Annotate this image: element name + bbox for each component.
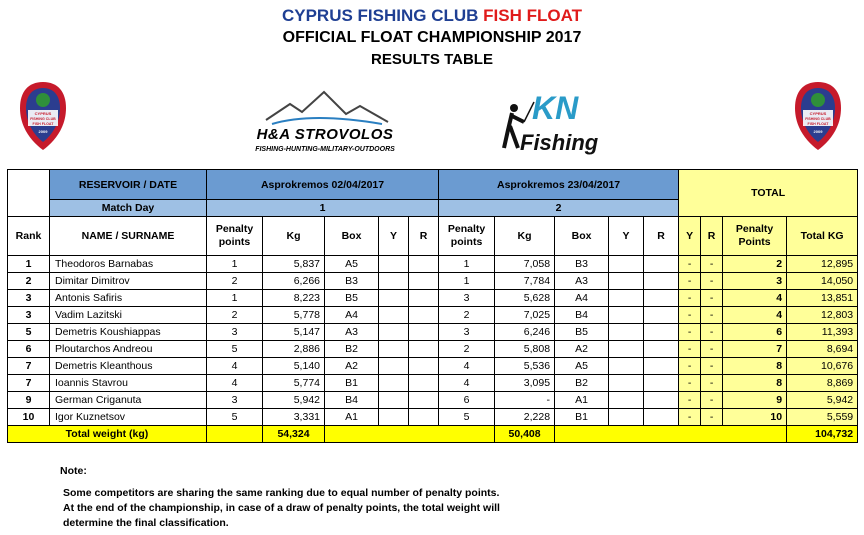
total-weight-row: [8, 426, 858, 443]
col-r-1: R: [409, 217, 439, 256]
header-row-reservoir: [8, 170, 858, 200]
penalty-2-cell: 5: [439, 409, 495, 426]
y-total-cell: -: [679, 341, 701, 358]
total-kg-cell: 13,851: [787, 290, 858, 307]
club-emblem-left: [18, 80, 68, 152]
kg-1-cell: 5,778: [263, 307, 325, 324]
total-penalty-cell: 9: [723, 392, 787, 409]
y-total-cell: -: [679, 256, 701, 273]
penalty-2-cell: 4: [439, 375, 495, 392]
box-1-cell: B3: [325, 273, 379, 290]
emblem-line1: CYPRUS: [34, 111, 52, 116]
rank-cell: 3: [8, 307, 50, 324]
penalty-1-cell: 5: [207, 341, 263, 358]
penalty-2-cell: 4: [439, 358, 495, 375]
box-1-cell: B5: [325, 290, 379, 307]
rank-cell: 1: [8, 256, 50, 273]
table-row: [8, 290, 858, 307]
r-total-cell: -: [701, 358, 723, 375]
kg-1-cell: 5,147: [263, 324, 325, 341]
y-2-cell: [609, 324, 644, 341]
box-2-cell: B3: [555, 256, 609, 273]
r-total-cell: -: [701, 290, 723, 307]
box-2-cell: A1: [555, 392, 609, 409]
club-title: [0, 6, 864, 26]
kg-2-cell: 5,808: [495, 341, 555, 358]
kg-2-cell: 2,228: [495, 409, 555, 426]
rank-cell: 7: [8, 358, 50, 375]
table-row: [8, 392, 858, 409]
r-1-cell: [409, 341, 439, 358]
note-title: Note:: [60, 465, 87, 477]
penalty-2-cell: 2: [439, 307, 495, 324]
y-2-cell: [609, 290, 644, 307]
r-total-cell: -: [701, 256, 723, 273]
name-cell: Ioannis Stavrou: [50, 375, 207, 392]
y-1-cell: [379, 392, 409, 409]
box-1-cell: A1: [325, 409, 379, 426]
emblem-line2: FISHING CLUB: [805, 117, 831, 121]
table-row: [8, 256, 858, 273]
total-penalty-cell: 4: [723, 290, 787, 307]
name-cell: Vadim Lazitski: [50, 307, 207, 324]
y-total-cell: -: [679, 409, 701, 426]
total-penalty-cell: 6: [723, 324, 787, 341]
rank-cell: 3: [8, 290, 50, 307]
y-2-cell: [609, 307, 644, 324]
reservoir-label: RESERVOIR / DATE: [50, 170, 207, 200]
results-table: [7, 169, 858, 443]
kg-1-cell: 5,837: [263, 256, 325, 273]
y-1-cell: [379, 307, 409, 324]
total-kg-cell: 11,393: [787, 324, 858, 341]
table-row: [8, 409, 858, 426]
match2-day: 2: [439, 200, 679, 217]
penalty-1-cell: 5: [207, 409, 263, 426]
total-kg-cell: 5,559: [787, 409, 858, 426]
name-cell: Dimitar Dimitrov: [50, 273, 207, 290]
box-1-cell: B4: [325, 392, 379, 409]
kg-2-cell: 5,628: [495, 290, 555, 307]
total-penalty-cell: 3: [723, 273, 787, 290]
total-penalty-cell: 7: [723, 341, 787, 358]
emblem-line3: FISH FLOAT: [32, 122, 54, 126]
box-1-cell: A5: [325, 256, 379, 273]
kg-2-cell: 3,095: [495, 375, 555, 392]
emblem-year: 2009: [813, 129, 823, 134]
strovolos-logo: [240, 86, 410, 158]
kg-2-cell: 7,025: [495, 307, 555, 324]
y-2-cell: [609, 273, 644, 290]
kg-2-cell: 5,536: [495, 358, 555, 375]
kg-1-cell: 5,140: [263, 358, 325, 375]
box-2-cell: B1: [555, 409, 609, 426]
col-r-total: R: [701, 217, 723, 256]
table-row: [8, 273, 858, 290]
col-y-total: Y: [679, 217, 701, 256]
table-row: [8, 358, 858, 375]
y-2-cell: [609, 409, 644, 426]
championship-title: OFFICIAL FLOAT CHAMPIONSHIP 2017: [282, 29, 582, 46]
rank-cell: 2: [8, 273, 50, 290]
y-total-cell: -: [679, 392, 701, 409]
col-penalty-1: Penalty points: [207, 217, 263, 256]
penalty-2-cell: 2: [439, 341, 495, 358]
col-total-penalty: Penalty Points: [723, 217, 787, 256]
name-cell: Igor Kuznetsov: [50, 409, 207, 426]
y-total-cell: -: [679, 307, 701, 324]
strovolos-name: H&A STROVOLOS: [256, 126, 394, 143]
box-1-cell: B1: [325, 375, 379, 392]
name-cell: Demetris Kleanthous: [50, 358, 207, 375]
box-2-cell: A5: [555, 358, 609, 375]
r-total-cell: -: [701, 273, 723, 290]
total-weight-label: Total weight (kg): [8, 426, 207, 443]
box-1-cell: A3: [325, 324, 379, 341]
box-1-cell: A4: [325, 307, 379, 324]
r-total-cell: -: [701, 341, 723, 358]
rank-cell: 5: [8, 324, 50, 341]
kn-fishing-text: Fishing: [520, 130, 599, 155]
name-cell: Demetris Koushiappas: [50, 324, 207, 341]
box-1-cell: B2: [325, 341, 379, 358]
note-line-1: Some competitors are sharing the same ranking due to equal number of penalty points.: [63, 487, 500, 499]
y-2-cell: [609, 341, 644, 358]
r-1-cell: [409, 375, 439, 392]
total-kg-cell: 12,803: [787, 307, 858, 324]
penalty-1-cell: 4: [207, 358, 263, 375]
kg-1-cell: 8,223: [263, 290, 325, 307]
total-label: TOTAL: [679, 170, 858, 217]
penalty-1-cell: 2: [207, 273, 263, 290]
rank-cell: 7: [8, 375, 50, 392]
kg-2-cell: 6,246: [495, 324, 555, 341]
penalty-2-cell: 3: [439, 290, 495, 307]
kg-1-cell: 5,774: [263, 375, 325, 392]
total-penalty-cell: 8: [723, 358, 787, 375]
mountain-icon: [262, 86, 392, 126]
emblem-line1: CYPRUS: [809, 111, 827, 116]
strovolos-tagline: FISHING-HUNTING-MILITARY-OUTDOORS: [255, 146, 395, 153]
y-total-cell: -: [679, 375, 701, 392]
box-1-cell: A2: [325, 358, 379, 375]
y-1-cell: [379, 256, 409, 273]
club-name: CYPRUS FISHING CLUB: [281, 6, 479, 25]
note-line-2: At the end of the championship, in case of a draw of penalty points, the total weight will: [63, 502, 500, 514]
kg-2-cell: -: [495, 392, 555, 409]
r-total-cell: -: [701, 392, 723, 409]
grand-total-kg: 104,732: [787, 426, 858, 443]
r-2-cell: [644, 392, 679, 409]
notes-body: [63, 486, 500, 531]
r-2-cell: [644, 409, 679, 426]
rank-cell: 9: [8, 392, 50, 409]
penalty-2-cell: 1: [439, 256, 495, 273]
r-1-cell: [409, 324, 439, 341]
r-1-cell: [409, 290, 439, 307]
fish-float-name: FISH FLOAT: [483, 6, 583, 25]
r-total-cell: -: [701, 375, 723, 392]
name-cell: Theodoros Barnabas: [50, 256, 207, 273]
kg-1-cell: 5,942: [263, 392, 325, 409]
penalty-2-cell: 6: [439, 392, 495, 409]
total-kg-cell: 8,694: [787, 341, 858, 358]
box-2-cell: B2: [555, 375, 609, 392]
y-1-cell: [379, 358, 409, 375]
total-penalty-cell: 8: [723, 375, 787, 392]
r-1-cell: [409, 392, 439, 409]
box-2-cell: B4: [555, 307, 609, 324]
kg-2-cell: 7,784: [495, 273, 555, 290]
r-2-cell: [644, 273, 679, 290]
total-penalty-cell: 10: [723, 409, 787, 426]
kg-2-cell: 7,058: [495, 256, 555, 273]
col-y-1: Y: [379, 217, 409, 256]
kn-fishing-logo: [500, 90, 600, 160]
r-1-cell: [409, 273, 439, 290]
emblem-year: 2009: [38, 129, 48, 134]
total-kg-cell: 10,676: [787, 358, 858, 375]
y-1-cell: [379, 341, 409, 358]
y-1-cell: [379, 375, 409, 392]
y-total-cell: -: [679, 273, 701, 290]
r-1-cell: [409, 409, 439, 426]
name-cell: German Criganuta: [50, 392, 207, 409]
penalty-1-cell: 4: [207, 375, 263, 392]
penalty-2-cell: 3: [439, 324, 495, 341]
col-name: NAME / SURNAME: [50, 217, 207, 256]
note-line-3: determine the final classification.: [63, 517, 229, 529]
col-rank: Rank: [8, 217, 50, 256]
penalty-1-cell: 3: [207, 324, 263, 341]
total-kg-cell: 8,869: [787, 375, 858, 392]
table-row: [8, 307, 858, 324]
penalty-1-cell: 1: [207, 256, 263, 273]
rank-cell: 10: [8, 409, 50, 426]
emblem-line3: FISH FLOAT: [807, 122, 829, 126]
box-2-cell: A2: [555, 341, 609, 358]
y-2-cell: [609, 358, 644, 375]
r-total-cell: -: [701, 324, 723, 341]
kg-1-cell: 6,266: [263, 273, 325, 290]
club-emblem-right: [793, 80, 843, 152]
kn-text: KN: [532, 90, 579, 126]
y-total-cell: -: [679, 324, 701, 341]
name-cell: Ploutarchos Andreou: [50, 341, 207, 358]
r-1-cell: [409, 358, 439, 375]
table-row: [8, 324, 858, 341]
rank-cell: 6: [8, 341, 50, 358]
kg-1-cell: 2,886: [263, 341, 325, 358]
name-cell: Antonis Safiris: [50, 290, 207, 307]
y-1-cell: [379, 409, 409, 426]
match-day-label: Match Day: [50, 200, 207, 217]
penalty-1-cell: 3: [207, 392, 263, 409]
r-2-cell: [644, 324, 679, 341]
total-kg-cell: 14,050: [787, 273, 858, 290]
r-2-cell: [644, 307, 679, 324]
total-kg-cell: 5,942: [787, 392, 858, 409]
total-kg-match1: 54,324: [263, 426, 325, 443]
total-penalty-cell: 2: [723, 256, 787, 273]
col-y-2: Y: [609, 217, 644, 256]
r-2-cell: [644, 358, 679, 375]
r-total-cell: -: [701, 409, 723, 426]
y-1-cell: [379, 273, 409, 290]
y-2-cell: [609, 256, 644, 273]
match1-day: 1: [207, 200, 439, 217]
kg-1-cell: 3,331: [263, 409, 325, 426]
col-kg-2: Kg: [495, 217, 555, 256]
box-2-cell: B5: [555, 324, 609, 341]
box-2-cell: A4: [555, 290, 609, 307]
y-total-cell: -: [679, 358, 701, 375]
table-row: [8, 375, 858, 392]
emblem-line2: FISHING CLUB: [30, 117, 56, 121]
col-total-kg: Total KG: [787, 217, 858, 256]
col-kg-1: Kg: [263, 217, 325, 256]
y-1-cell: [379, 324, 409, 341]
r-1-cell: [409, 307, 439, 324]
col-penalty-2: Penalty points: [439, 217, 495, 256]
r-2-cell: [644, 375, 679, 392]
penalty-1-cell: 1: [207, 290, 263, 307]
r-total-cell: -: [701, 307, 723, 324]
column-header-row: [8, 217, 858, 256]
box-2-cell: A3: [555, 273, 609, 290]
col-box-2: Box: [555, 217, 609, 256]
r-1-cell: [409, 256, 439, 273]
col-r-2: R: [644, 217, 679, 256]
total-kg-match2: 50,408: [495, 426, 555, 443]
total-kg-cell: 12,895: [787, 256, 858, 273]
r-2-cell: [644, 341, 679, 358]
penalty-1-cell: 2: [207, 307, 263, 324]
y-2-cell: [609, 392, 644, 409]
penalty-2-cell: 1: [439, 273, 495, 290]
y-1-cell: [379, 290, 409, 307]
r-2-cell: [644, 256, 679, 273]
col-box-1: Box: [325, 217, 379, 256]
results-subtitle: RESULTS TABLE: [371, 51, 493, 68]
match2-venue: Asprokremos 23/04/2017: [439, 170, 679, 200]
table-row: [8, 341, 858, 358]
y-2-cell: [609, 375, 644, 392]
total-penalty-cell: 4: [723, 307, 787, 324]
r-2-cell: [644, 290, 679, 307]
y-total-cell: -: [679, 290, 701, 307]
match1-venue: Asprokremos 02/04/2017: [207, 170, 439, 200]
